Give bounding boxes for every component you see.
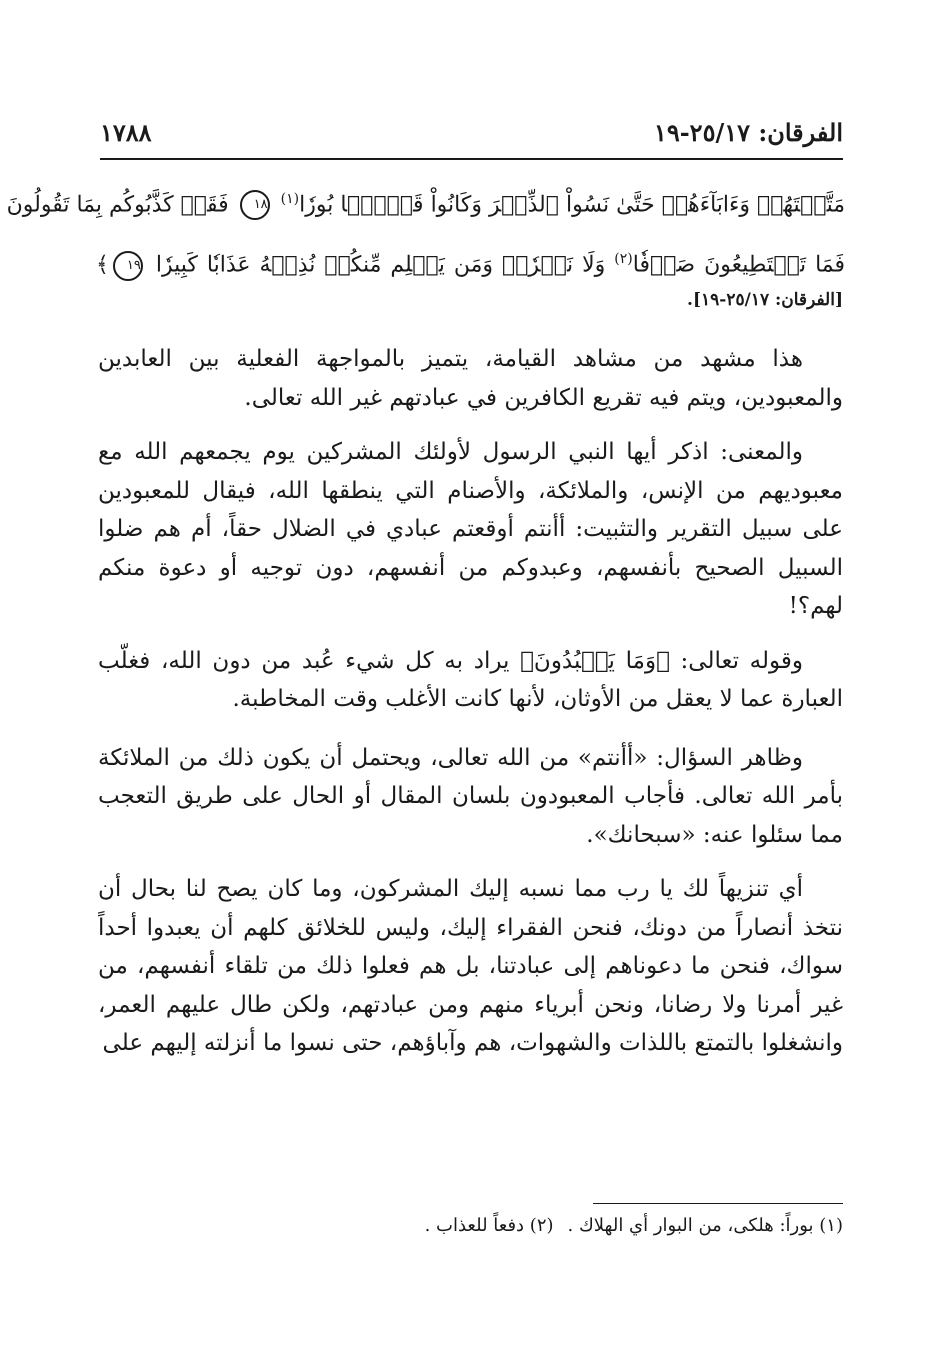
ayah-number-18: ١٨ — [240, 190, 270, 220]
page-header — [100, 118, 843, 158]
paragraph-3: وقوله تعالى: ﴿وَمَا يَعۡبُدُونَ﴾ يراد به كل شيء عُبد من دون الله، فغلّب العبارة عما لا يعقل من الأوثان، لأنها كانت الأغلب وقت المخاطبة. — [98, 647, 843, 712]
verse-line-1 — [6, 172, 845, 232]
running-title: الفرقان: ٢٥/١٧-١٩ — [653, 118, 843, 147]
footnote-ref-2: (٢) — [614, 251, 633, 268]
quran-verse — [6, 172, 846, 293]
verse-citation: [الفرقان: ٢٥/١٧-١٩]. — [687, 290, 843, 310]
closing-bracket: ﴾ — [96, 252, 109, 278]
verse-text-1: مَتَّعۡتَهُمۡ وَءَابَآءَهُمۡ حَتَّىٰ نَسُواْ ٱلذِّكۡرَ وَكَانُواْ قَوۡمَۢا بُورٗا — [299, 192, 845, 218]
paragraph-4: وظاهر السؤال: «أأنتم» من الله تعالى، ويحتمل أن يكون ذلك من الملائكة بأمر الله تعالى. فأجاب المعبودون بلسان المقال أو الحال على طريق التعجب مما سئلوا عنه: «سبحانك». — [98, 744, 843, 848]
page-number: ١٧٨٨ — [100, 118, 152, 147]
verse-text-1-end: فَقَدۡ كَذَّبُوكُم بِمَا تَقُولُونَ — [6, 192, 229, 218]
commentary-body — [98, 340, 843, 1079]
footnotes — [100, 1215, 843, 1236]
footnote-ref-1: (١) — [280, 191, 300, 207]
footnote-rule — [593, 1203, 843, 1204]
paragraph-5: أي تنزيهاً لك يا رب مما نسبه إليك المشركون، وما كان يصح لنا بحال أن نتخذ أنصاراً من دونك، فنحن الفقراء إليك، وليس للخلائق كلهم أن يعبدوا أحداً سواك، فنحن ما دعوناهم إلى عبادتنا، بل هم فعلوا ذلك من تلقاء أنفسهم، من غير أمرنا ولا رضانا، ونحن أبرياء منهم ومن عبادتهم، ولكن طال عليهم العمر، وانشغلوا بالتمتع باللذات والشهوات، هم وآباؤهم، حتى نسوا ما أنزلته إليهم على — [98, 876, 843, 1056]
verse-text-2: فَمَا تَسۡتَطِيعُونَ صَرۡفٗا — [632, 252, 846, 278]
verse-line-2 — [96, 232, 845, 292]
paragraph-2: والمعنى: اذكر أيها النبي الرسول لأولئك المشركين يوم يجمعهم الله مع معبوديهم من الإنس، والملائكة، والأصنام التي ينطقها الله، فيقال للمعبودين على سبيل التقرير والتثبيت: أأنتم أوقعتم عبادي في الضلال حقاً، أم هم ضلوا السبيل الصحيح بأنفسهم، وعبدوكم من أنفسهم، دون توجيه أو دعوة منكم لهم؟! — [98, 439, 843, 619]
verse-text-2-mid: وَلَا نَصۡرٗاۚ وَمَن يَظۡلِم مِّنكُمۡ نُذِقۡهُ عَذَابٗا كَبِيرٗا — [155, 252, 606, 278]
header-rule — [100, 158, 843, 160]
footnote-2: (٢) دفعاً للعذاب . — [424, 1215, 554, 1236]
paragraph-1: هذا مشهد من مشاهد القيامة، يتميز بالمواجهة الفعلية بين العابدين والمعبودين، ويتم فيه تقريع الكافرين في عبادتهم غير الله تعالى. — [98, 346, 843, 411]
ayah-number-19: ١٩ — [113, 251, 143, 281]
footnote-1: (١) بوراً: هلكى، من البوار أي الهلاك . — [567, 1215, 843, 1236]
